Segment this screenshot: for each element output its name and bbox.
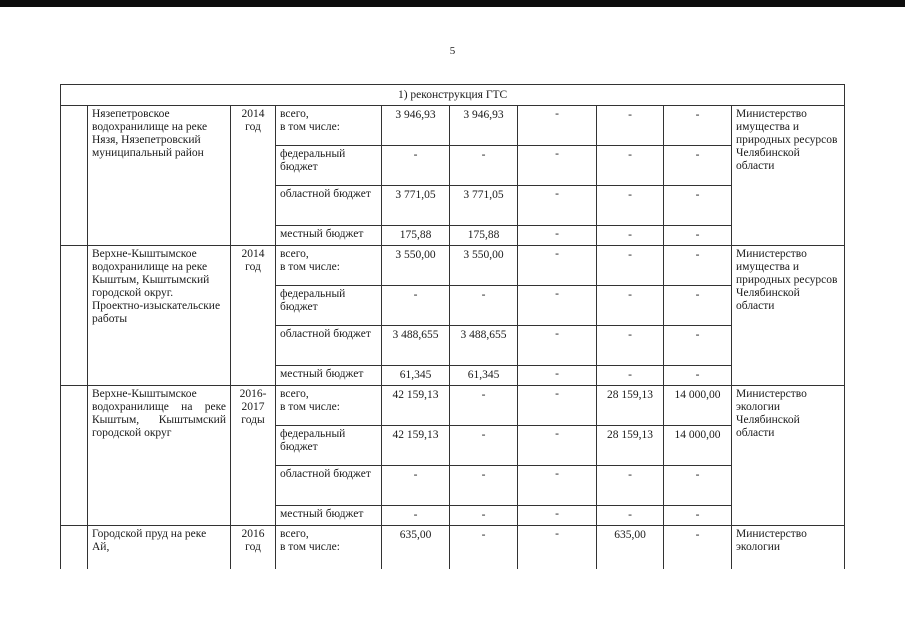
amount-total: 61,345 xyxy=(382,366,450,386)
amount-col-5: - xyxy=(664,226,732,246)
project-name: Городской пруд на реке Ай, xyxy=(88,526,231,570)
amount-col-4: 635,00 xyxy=(597,526,664,570)
responsible-ministry: Министерство экологии Челябинской области xyxy=(732,386,845,526)
amount-col-2: - xyxy=(450,466,518,506)
amount-col-2: 175,88 xyxy=(450,226,518,246)
amount-col-2: 61,345 xyxy=(450,366,518,386)
funding-source-label: областной бюджет xyxy=(276,186,382,226)
page-number: 5 xyxy=(449,45,456,57)
funding-source-label: всего, в том числе: xyxy=(276,386,382,426)
amount-col-3: - xyxy=(518,506,597,526)
table-row xyxy=(61,246,845,286)
amount-total: 635,00 xyxy=(382,526,450,570)
amount-col-2: - xyxy=(450,386,518,426)
project-name: Верхне-Кыштымское водохранилище на реке Кыштым, Кыштымский городской округ. Проектно-изыскательские работы xyxy=(88,246,231,386)
amount-total: - xyxy=(382,506,450,526)
project-years: 2014 год xyxy=(231,106,276,246)
amount-total: 175,88 xyxy=(382,226,450,246)
table-row xyxy=(61,386,845,426)
amount-col-4: - xyxy=(597,366,664,386)
amount-col-2: - xyxy=(450,286,518,326)
amount-col-4: - xyxy=(597,226,664,246)
amount-total: 42 159,13 xyxy=(382,426,450,466)
amount-total: 42 159,13 xyxy=(382,386,450,426)
responsible-ministry: Министерство имущества и природных ресурсов Челябинской области xyxy=(732,246,845,386)
amount-col-2: 3 550,00 xyxy=(450,246,518,286)
amount-col-3: - xyxy=(518,526,597,570)
row-index-cell xyxy=(61,106,88,246)
amount-col-2: 3 771,05 xyxy=(450,186,518,226)
amount-col-5: - xyxy=(664,286,732,326)
amount-col-4: - xyxy=(597,466,664,506)
funding-source-label: федеральный бюджет xyxy=(276,146,382,186)
amount-col-3: - xyxy=(518,146,597,186)
table-row xyxy=(61,526,845,570)
amount-col-5: - xyxy=(664,106,732,146)
funding-source-label: всего, в том числе: xyxy=(276,526,382,570)
funding-source-label: областной бюджет xyxy=(276,326,382,366)
amount-total: 3 946,93 xyxy=(382,106,450,146)
amount-col-5: - xyxy=(664,506,732,526)
amount-col-5: - xyxy=(664,326,732,366)
row-index-cell xyxy=(61,386,88,526)
responsible-ministry: Министерство экологии xyxy=(732,526,845,570)
top-border-bar xyxy=(0,0,905,7)
amount-col-4: 28 159,13 xyxy=(597,426,664,466)
amount-col-4: 28 159,13 xyxy=(597,386,664,426)
funding-source-label: местный бюджет xyxy=(276,226,382,246)
amount-total: 3 550,00 xyxy=(382,246,450,286)
amount-col-3: - xyxy=(518,426,597,466)
amount-total: 3 488,655 xyxy=(382,326,450,366)
amount-col-5: - xyxy=(664,186,732,226)
amount-col-3: - xyxy=(518,326,597,366)
row-index-cell xyxy=(61,526,88,570)
amount-col-2: - xyxy=(450,506,518,526)
amount-col-2: 3 488,655 xyxy=(450,326,518,366)
amount-col-2: 3 946,93 xyxy=(450,106,518,146)
project-years: 2016-2017 годы xyxy=(231,386,276,526)
responsible-ministry: Министерство имущества и природных ресурсов Челябинской области xyxy=(732,106,845,246)
budget-table xyxy=(60,84,845,569)
amount-col-3: - xyxy=(518,386,597,426)
funding-source-label: областной бюджет xyxy=(276,466,382,506)
project-name: Нязепетровское водохранилище на реке Нязя, Нязепетровский муниципальный район xyxy=(88,106,231,246)
amount-col-5: - xyxy=(664,146,732,186)
amount-col-2: - xyxy=(450,146,518,186)
funding-source-label: всего, в том числе: xyxy=(276,106,382,146)
amount-col-3: - xyxy=(518,286,597,326)
amount-total: - xyxy=(382,286,450,326)
amount-col-4: - xyxy=(597,326,664,366)
amount-col-3: - xyxy=(518,106,597,146)
amount-col-4: - xyxy=(597,506,664,526)
project-name: Верхне-Кыштымское водохранилище на реке Кыштым, Кыштымский городской округ xyxy=(88,386,231,526)
amount-col-2: - xyxy=(450,526,518,570)
amount-col-5: - xyxy=(664,246,732,286)
project-years: 2016 год xyxy=(231,526,276,570)
amount-col-5: 14 000,00 xyxy=(664,426,732,466)
amount-total: - xyxy=(382,146,450,186)
amount-total: - xyxy=(382,466,450,506)
amount-col-3: - xyxy=(518,466,597,506)
budget-table-body xyxy=(61,85,845,570)
funding-source-label: всего, в том числе: xyxy=(276,246,382,286)
amount-col-5: - xyxy=(664,366,732,386)
funding-source-label: федеральный бюджет xyxy=(276,426,382,466)
amount-col-4: - xyxy=(597,186,664,226)
amount-total: 3 771,05 xyxy=(382,186,450,226)
row-index-cell xyxy=(61,246,88,386)
amount-col-4: - xyxy=(597,146,664,186)
amount-col-3: - xyxy=(518,366,597,386)
amount-col-5: - xyxy=(664,466,732,506)
funding-source-label: федеральный бюджет xyxy=(276,286,382,326)
amount-col-3: - xyxy=(518,246,597,286)
section-title: 1) реконструкция ГТС xyxy=(61,85,845,106)
amount-col-5: - xyxy=(664,526,732,570)
table-row xyxy=(61,106,845,146)
amount-col-4: - xyxy=(597,246,664,286)
amount-col-3: - xyxy=(518,186,597,226)
funding-source-label: местный бюджет xyxy=(276,366,382,386)
amount-col-4: - xyxy=(597,106,664,146)
amount-col-3: - xyxy=(518,226,597,246)
section-header-row xyxy=(61,85,845,106)
amount-col-4: - xyxy=(597,286,664,326)
amount-col-5: 14 000,00 xyxy=(664,386,732,426)
project-years: 2014 год xyxy=(231,246,276,386)
funding-source-label: местный бюджет xyxy=(276,506,382,526)
amount-col-2: - xyxy=(450,426,518,466)
